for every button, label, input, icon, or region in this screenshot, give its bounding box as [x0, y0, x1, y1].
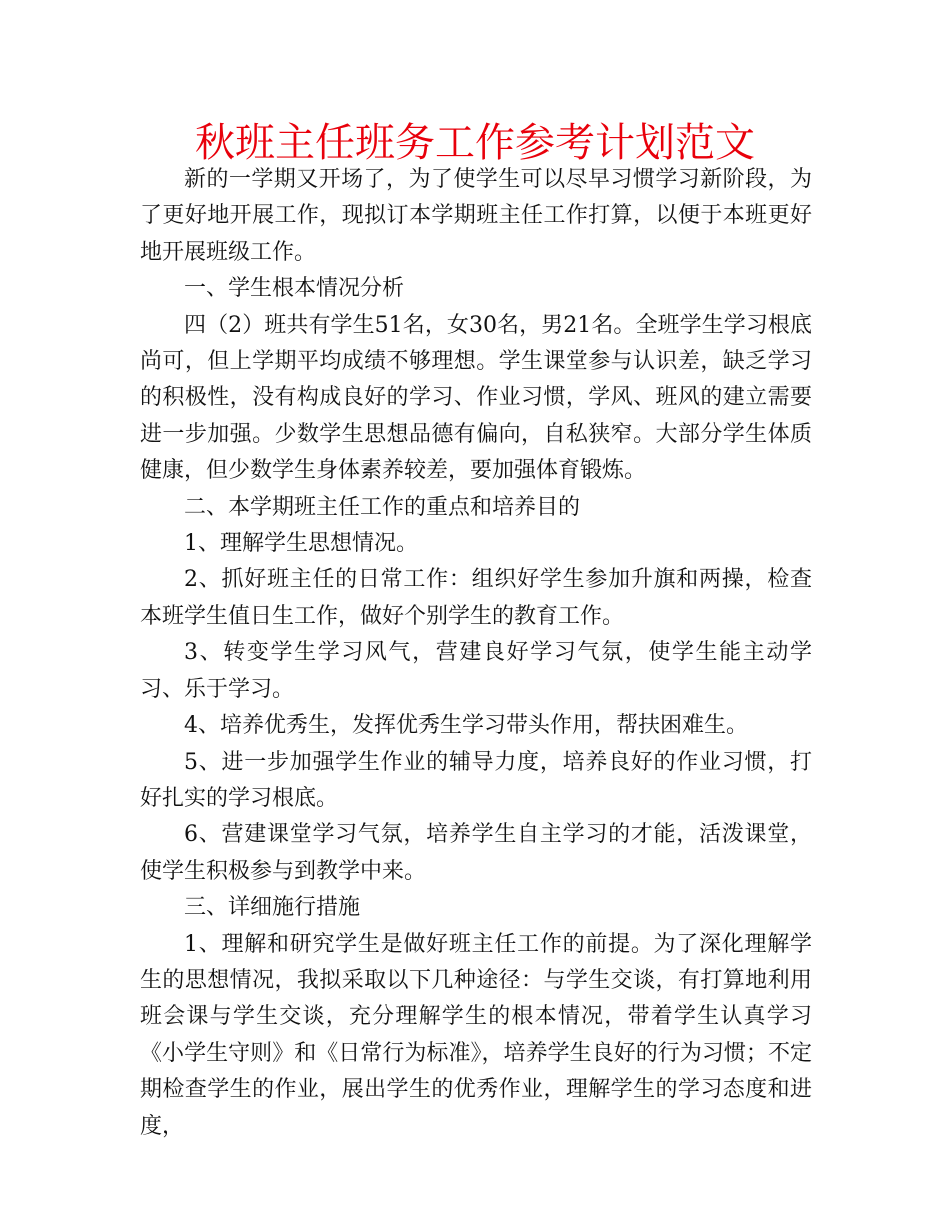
goal-item-2: 2、抓好班主任的日常工作：组织好学生参加升旗和两操，检查本班学生值日生工作，做好个别学生的教育工作。 [140, 567, 812, 629]
document-title: 秋班主任班务工作参考计划范文 [195, 120, 755, 166]
goal-item-1: 1、理解学生思想情况。 [184, 531, 418, 557]
document-body [140, 162, 812, 1145]
goal-item-6: 6、营建课堂学习气氛，培养学生自主学习的才能，活泼课堂，使学生积极参与到教学中来。 [140, 822, 812, 884]
situation-paragraph: 四（2）班共有学生51名，女30名，男21名。全班学生学习根底尚可，但上学期平均成绩不够理想。学生课堂参与认识差，缺乏学习的积极性，没有构成良好的学习、作业习惯，学风、班风的建立需要进一步加强。少数学生思想品德有偏向，自私狭窄。大部分学生体质健康，但少数学生身体素养较差，要加强体育锻炼。 [140, 312, 812, 484]
intro-paragraph: 新的一学期又开场了，为了使学生可以尽早习惯学习新阶段，为了更好地开展工作，现拟订本学期班主任工作打算，以便于本班更好地开展班级工作。 [140, 167, 812, 265]
goal-item-3: 3、转变学生学习风气，营建良好学习气氛，使学生能主动学习、乐于学习。 [140, 640, 812, 702]
measure-item-1: 1、理解和研究学生是做好班主任工作的前提。为了深化理解学生的思想情况，我拟采取以下几种途径：与学生交谈，有打算地利用班会课与学生交谈，充分理解学生的根本情况，带着学生认真学习《小学生守则》和《日常行为标准》，培养学生良好的行为习惯；不定期检查学生的作业，展出学生的优秀作业，理解学生的学习态度和进度， [140, 931, 812, 1139]
goal-item-4: 4、培养优秀生，发挥优秀生学习带头作用，帮扶困难生。 [184, 713, 748, 739]
goal-item-5: 5、进一步加强学生作业的辅导力度，培养良好的作业习惯，打好扎实的学习根底。 [140, 749, 812, 811]
section-heading-1: 一、学生根本情况分析 [184, 276, 405, 302]
section-heading-2: 二、本学期班主任工作的重点和培养目的 [184, 494, 581, 520]
section-heading-3: 三、详细施行措施 [184, 895, 361, 921]
